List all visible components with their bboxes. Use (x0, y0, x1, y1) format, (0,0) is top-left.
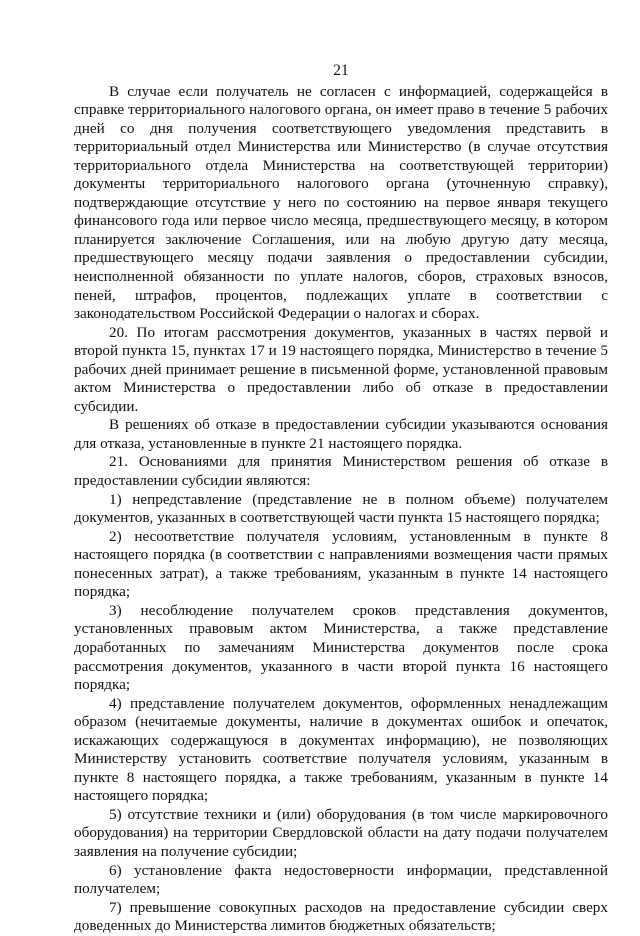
paragraph-item-21: 21. Основаниями для принятия Министерством решения об отказе в предоставлении субсидии являются: (74, 453, 608, 490)
paragraph-subitem-3: 3) несоблюдение получателем сроков представления документов, установленных правовым актом Министерства, а также представление доработанных по замечаниям Министерства документов после срока рассмотрения документов, указанного в части второй пункта 16 настоящего порядка; (74, 601, 608, 694)
paragraph-subitem-2: 2) несоответствие получателя условиям, установленным в пункте 8 настоящего порядка (в соответствии с направлениями возмещения части прямых понесенных затрат), а также требованиям, указанным в пункте 14 настоящего порядка; (74, 527, 608, 601)
paragraph-subitem-7: 7) превышение совокупных расходов на предоставление субсидии сверх доведенных до Министерства лимитов бюджетных обязательств; (74, 898, 608, 935)
paragraph-item-20: 20. По итогам рассмотрения документов, указанных в частях первой и второй пункта 15, пунктах 17 и 19 настоящего порядка, Министерство в течение 5 рабочих дней принимает решение в письменной форме, установленной правовым актом Министерства о предоставлении либо об отказе в предоставлении субсидии. (74, 323, 608, 415)
paragraph-subitem-1: 1) непредставление (представление не в полном объеме) получателем документов, указанных в соответствующей части пункта 15 настоящего порядка; (74, 490, 608, 527)
paragraph-subitem-4: 4) представление получателем документов, оформленных ненадлежащим образом (нечитаемые документы, наличие в документах ошибок и опечаток, искажающих содержащуюся в документах информацию), не позволяющих Министерству установить соответствие получателя условиям, указанным в пункте 8 настоящего порядка, а также требованиям, указанным в пункте 14 настоящего порядка; (74, 694, 608, 805)
page-number: 21 (333, 62, 349, 79)
paragraph-subitem-6: 6) установление факта недостоверности информации, представленной получателем; (74, 861, 608, 898)
paragraph-refusal-grounds-note: В решениях об отказе в предоставлении субсидии указываются основания для отказа, установленные в пункте 21 настоящего порядка. (74, 416, 608, 452)
paragraph-subitem-5: 5) отсутствие техники и (или) оборудования (в том числе маркировочного оборудования) на территории Свердловской области на дату подачи получателем заявления на получение субсидии; (74, 805, 608, 860)
document-page (74, 62, 608, 936)
paragraph-tax-disagreement: В случае если получатель не согласен с информацией, содержащейся в справке территориального налогового органа, он имеет право в течение 5 рабочих дней со дня получения соответствующего уведомления представить в территориальный отдел Министерства или Министерство (в случае отсутствия территориального отдела Министерства на соответствующей территории) документы территориального налогового органа (уточненную справку), подтверждающие отсутствие у него по состоянию на первое января текущего финансового года или первое число месяца, предшествующего месяцу, в котором планируется заключение Соглашения, или на любую другую дату месяца, предшествующего месяцу подачи заявления о предоставлении субсидии, неисполненной обязанности по уплате налогов, сборов, страховых взносов, пеней, штрафов, процентов, подлежащих уплате в соответствии с законодательством Российской Федерации о налогах и сборах. (74, 82, 608, 323)
